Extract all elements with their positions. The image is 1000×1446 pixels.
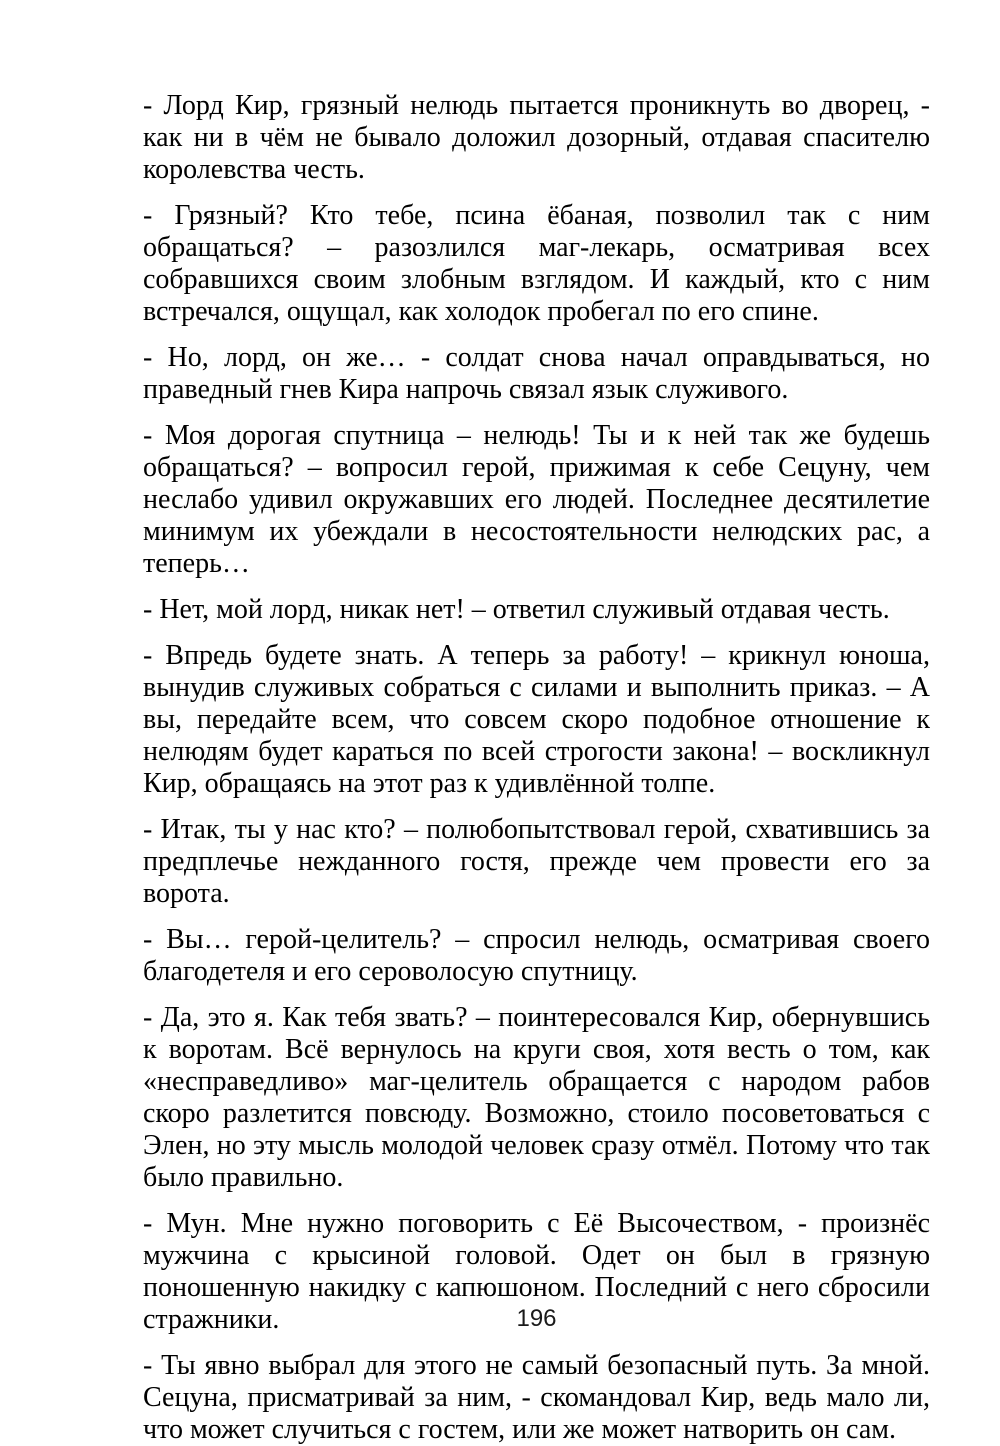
paragraph-10: - Мун. Мне нужно поговорить с Её Высочеством, - произнёс мужчина с крысиной головой. Одет он был в грязную поношенную накидку с капюшоном. Последний с него сбросили стражники. bbox=[143, 1208, 930, 1335]
page-number: 196 bbox=[516, 1305, 557, 1332]
paragraph-6: - Впредь будете знать. А теперь за работу! – крикнул юноша, вынудив служивых собраться с силами и выполнить приказ. – А вы, передайте всем, что совсем скоро подобное отношение к нелюдям будет караться по всей строгости закона! – воскликнул Кир, обращаясь на этот раз к удивлённой толпе. bbox=[143, 640, 930, 799]
paragraph-9: - Да, это я. Как тебя звать? – поинтересовался Кир, обернувшись к воротам. Всё вернулось на круги своя, хотя весть о том, как «несправедливо» маг-целитель обращается с народом рабов скоро разлетится повсюду. Возможно, стоило посоветоваться с Элен, но эту мысль молодой человек сразу отмёл. Потому что так было правильно. bbox=[143, 1002, 930, 1193]
paragraph-11: - Ты явно выбрал для этого не самый безопасный путь. За мной. Сецуна, присматривай за ним, - скомандовал Кир, ведь мало ли, что может случиться с гостем, или же может натворить он сам. bbox=[143, 1350, 930, 1445]
paragraph-1: - Лорд Кир, грязный нелюдь пытается проникнуть во дворец, - как ни в чём не бывало доложил дозорный, отдавая спасителю королевства честь. bbox=[143, 90, 930, 185]
paragraph-7: - Итак, ты у нас кто? – полюбопытствовал герой, схватившись за предплечье нежданного гостя, прежде чем провести его за ворота. bbox=[143, 814, 930, 909]
paragraph-8: - Вы… герой-целитель? – спросил нелюдь, осматривая своего благодетеля и его сероволосую спутницу. bbox=[143, 924, 930, 987]
paragraph-4: - Моя дорогая спутница – нелюдь! Ты и к ней так же будешь обращаться? – вопросил герой, прижимая к себе Сецуну, чем неслабо удивил окружавших его людей. Последнее десятилетие минимум их убеждали в несостоятельности нелюдских рас, а теперь… bbox=[143, 420, 930, 579]
paragraph-2: - Грязный? Кто тебе, псина ёбаная, позволил так с ним обращаться? – разозлился маг-лекарь, осматривая всех собравшихся своим злобным взглядом. И каждый, кто с ним встречался, ощущал, как холодок пробегал по его спине. bbox=[143, 200, 930, 327]
page-footer bbox=[143, 1306, 930, 1332]
body-text bbox=[143, 90, 930, 1446]
paragraph-5: - Нет, мой лорд, никак нет! – ответил служивый отдавая честь. bbox=[143, 594, 890, 625]
paragraph-3: - Но, лорд, он же… - солдат снова начал оправдываться, но праведный гнев Кира напрочь связал язык служивого. bbox=[143, 342, 930, 405]
